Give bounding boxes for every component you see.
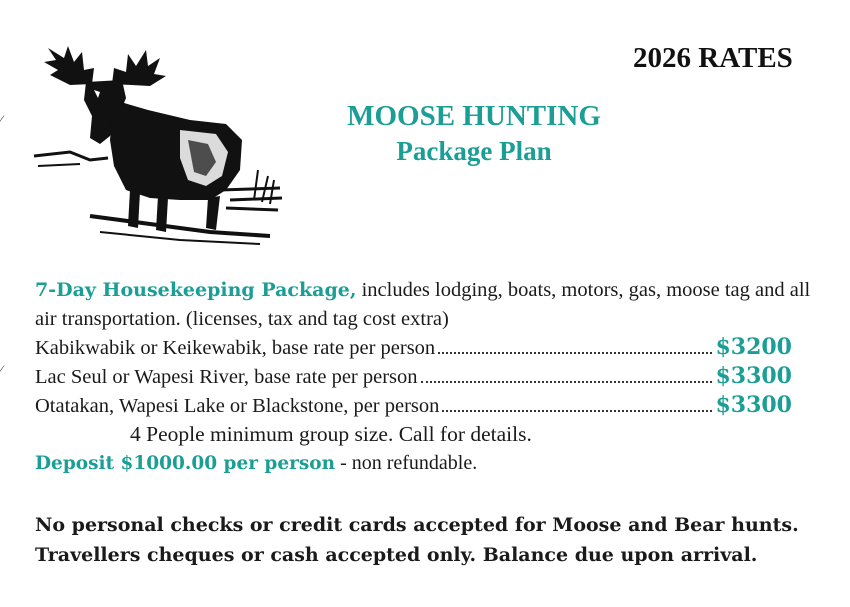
- rate-label: Lac Seul or Wapesi River, base rate per person: [35, 366, 418, 388]
- page-title: MOOSE HUNTING: [347, 100, 601, 132]
- minimum-group-note: 4 People minimum group size. Call for details.: [130, 422, 532, 446]
- payment-policy: [35, 510, 845, 570]
- payment-line: No personal checks or credit cards accepted for Moose and Bear hunts.: [35, 514, 799, 536]
- rate-row: [35, 363, 792, 392]
- rate-price: $3300: [715, 363, 792, 389]
- dot-leader: [438, 352, 712, 354]
- rate-label: Kabikwabik or Keikewabik, base rate per person: [35, 337, 436, 359]
- deposit-note: - non refundable.: [335, 452, 478, 474]
- rates-year: 2026 RATES: [633, 42, 793, 74]
- rate-label: Otatakan, Wapesi Lake or Blackstone, per person: [35, 395, 440, 417]
- rate-row: [35, 334, 792, 363]
- margin-mark: ⁄: [0, 362, 3, 377]
- deposit-line: [35, 452, 477, 475]
- package-description: [35, 276, 835, 334]
- package-details: includes lodging, boats, motors, gas, moose tag and all air transportation. (licenses, tax and tag cost extra): [35, 279, 811, 330]
- deposit-amount: Deposit $1000.00 per person: [35, 453, 336, 474]
- page-subtitle: Package Plan: [396, 136, 552, 166]
- rate-row: [35, 392, 792, 421]
- title-block: [300, 98, 648, 168]
- margin-mark: ⁄: [0, 112, 3, 127]
- moose-icon: [30, 40, 285, 250]
- dot-leader: [442, 410, 712, 412]
- rate-price: $3300: [715, 392, 792, 418]
- dot-leader: [421, 381, 713, 383]
- rate-price: $3200: [715, 334, 792, 360]
- payment-line: Travellers cheques or cash accepted only. Balance due upon arrival.: [35, 544, 758, 566]
- package-name: 7-Day Housekeeping Package,: [35, 279, 357, 301]
